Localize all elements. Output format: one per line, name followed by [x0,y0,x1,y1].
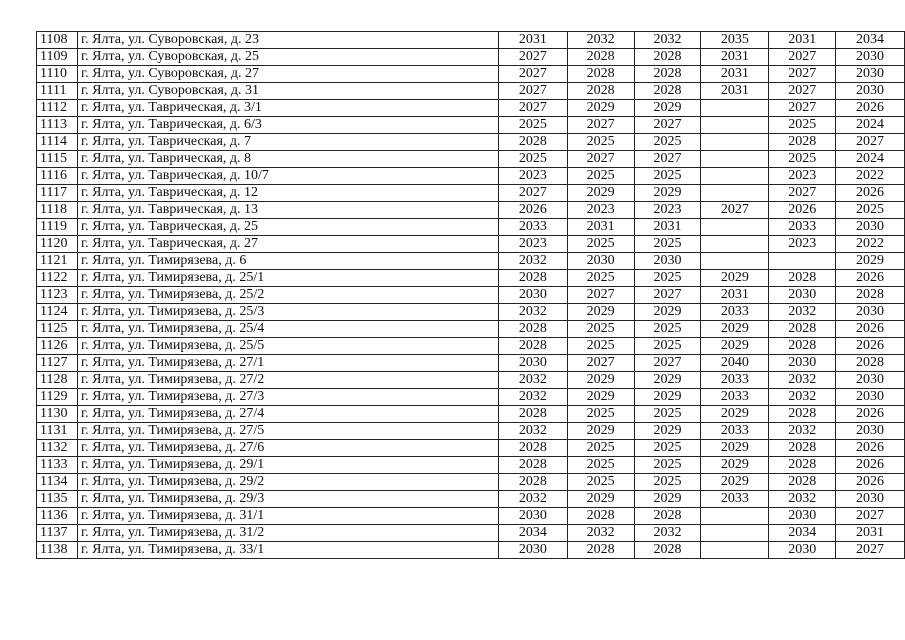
year-cell-1: 2027 [498,66,567,83]
year-cell-4: 2029 [701,474,769,491]
address-cell: г. Ялта, ул. Тимирязева, д. 27/1 [77,355,498,372]
year-cell-6: 2024 [836,117,905,134]
year-cell-4 [701,508,769,525]
year-cell-5: 2028 [769,321,836,338]
year-cell-1: 2028 [498,321,567,338]
year-cell-6: 2022 [836,236,905,253]
year-cell-3: 2025 [634,236,701,253]
year-cell-1: 2032 [498,491,567,508]
year-cell-5: 2027 [769,185,836,202]
year-cell-2: 2027 [567,355,634,372]
year-cell-5: 2023 [769,236,836,253]
table-row [37,270,905,287]
row-number: 1132 [37,440,78,457]
row-number: 1117 [37,185,78,202]
year-cell-1: 2027 [498,83,567,100]
address-cell: г. Ялта, ул. Тимирязева, д. 31/2 [77,525,498,542]
table-row [37,406,905,423]
table-row [37,389,905,406]
year-cell-1: 2030 [498,287,567,304]
year-cell-5: 2028 [769,440,836,457]
table-row [37,304,905,321]
year-cell-3: 2029 [634,100,701,117]
year-cell-5: 2032 [769,389,836,406]
year-cell-2: 2025 [567,338,634,355]
table-row [37,66,905,83]
year-cell-2: 2023 [567,202,634,219]
year-cell-3: 2031 [634,219,701,236]
year-cell-2: 2028 [567,542,634,559]
address-cell: г. Ялта, ул. Тимирязева, д. 6 [77,253,498,270]
year-cell-6: 2030 [836,491,905,508]
year-cell-1: 2027 [498,49,567,66]
table-row [37,117,905,134]
year-cell-2: 2029 [567,372,634,389]
year-cell-1: 2034 [498,525,567,542]
year-cell-1: 2027 [498,100,567,117]
year-cell-5: 2028 [769,338,836,355]
table-row [37,134,905,151]
table-row [37,202,905,219]
year-cell-4 [701,525,769,542]
row-number: 1137 [37,525,78,542]
year-cell-2: 2028 [567,83,634,100]
year-cell-2: 2029 [567,185,634,202]
year-cell-6: 2027 [836,134,905,151]
table-row [37,49,905,66]
year-cell-2: 2028 [567,49,634,66]
year-cell-1: 2032 [498,372,567,389]
year-cell-6: 2026 [836,338,905,355]
table-row [37,168,905,185]
year-cell-6: 2030 [836,66,905,83]
year-cell-6: 2030 [836,372,905,389]
year-cell-1: 2028 [498,338,567,355]
table-row [37,355,905,372]
year-cell-6: 2026 [836,321,905,338]
address-cell: г. Ялта, ул. Таврическая, д. 13 [77,202,498,219]
address-cell: г. Ялта, ул. Тимирязева, д. 31/1 [77,508,498,525]
year-cell-2: 2025 [567,321,634,338]
year-cell-4: 2033 [701,389,769,406]
table-body [37,32,905,559]
year-cell-5 [769,253,836,270]
year-cell-1: 2030 [498,508,567,525]
year-cell-1: 2033 [498,219,567,236]
year-cell-3: 2023 [634,202,701,219]
table-row [37,219,905,236]
year-cell-3: 2029 [634,185,701,202]
address-cell: г. Ялта, ул. Тимирязева, д. 27/2 [77,372,498,389]
row-number: 1127 [37,355,78,372]
address-cell: г. Ялта, ул. Таврическая, д. 10/7 [77,168,498,185]
row-number: 1126 [37,338,78,355]
year-cell-4: 2029 [701,457,769,474]
housing-schedule-table [36,31,905,559]
year-cell-4: 2033 [701,423,769,440]
year-cell-5: 2030 [769,287,836,304]
row-number: 1116 [37,168,78,185]
year-cell-1: 2025 [498,117,567,134]
year-cell-2: 2025 [567,270,634,287]
year-cell-2: 2025 [567,440,634,457]
year-cell-3: 2029 [634,491,701,508]
year-cell-2: 2032 [567,525,634,542]
year-cell-3: 2029 [634,423,701,440]
year-cell-1: 2028 [498,440,567,457]
year-cell-5: 2023 [769,168,836,185]
year-cell-5: 2033 [769,219,836,236]
table-row [37,525,905,542]
year-cell-1: 2030 [498,355,567,372]
year-cell-4: 2027 [701,202,769,219]
year-cell-2: 2025 [567,406,634,423]
year-cell-6: 2027 [836,542,905,559]
year-cell-1: 2031 [498,32,567,49]
table-row [37,83,905,100]
year-cell-5: 2032 [769,304,836,321]
row-number: 1109 [37,49,78,66]
year-cell-3: 2027 [634,355,701,372]
year-cell-4: 2029 [701,338,769,355]
year-cell-5: 2027 [769,66,836,83]
row-number: 1136 [37,508,78,525]
year-cell-5: 2032 [769,372,836,389]
year-cell-2: 2031 [567,219,634,236]
year-cell-1: 2030 [498,542,567,559]
year-cell-1: 2027 [498,185,567,202]
year-cell-3: 2025 [634,134,701,151]
row-number: 1112 [37,100,78,117]
table-row [37,372,905,389]
year-cell-3: 2025 [634,406,701,423]
table-row [37,508,905,525]
year-cell-2: 2029 [567,423,634,440]
year-cell-5: 2028 [769,270,836,287]
address-cell: г. Ялта, ул. Суворовская, д. 27 [77,66,498,83]
address-cell: г. Ялта, ул. Суворовская, д. 23 [77,32,498,49]
year-cell-3: 2028 [634,49,701,66]
address-cell: г. Ялта, ул. Суворовская, д. 31 [77,83,498,100]
year-cell-5: 2030 [769,355,836,372]
year-cell-2: 2025 [567,474,634,491]
row-number: 1131 [37,423,78,440]
year-cell-6: 2022 [836,168,905,185]
row-number: 1108 [37,32,78,49]
year-cell-5: 2031 [769,32,836,49]
year-cell-3: 2032 [634,525,701,542]
row-number: 1114 [37,134,78,151]
address-cell: г. Ялта, ул. Тимирязева, д. 27/4 [77,406,498,423]
table-row [37,542,905,559]
year-cell-3: 2027 [634,151,701,168]
table-row [37,32,905,49]
year-cell-1: 2032 [498,423,567,440]
year-cell-4: 2031 [701,66,769,83]
year-cell-4 [701,100,769,117]
year-cell-2: 2025 [567,168,634,185]
year-cell-2: 2029 [567,304,634,321]
year-cell-6: 2034 [836,32,905,49]
address-cell: г. Ялта, ул. Таврическая, д. 12 [77,185,498,202]
address-cell: г. Ялта, ул. Тимирязева, д. 29/2 [77,474,498,491]
year-cell-6: 2026 [836,457,905,474]
row-number: 1133 [37,457,78,474]
address-cell: г. Ялта, ул. Суворовская, д. 25 [77,49,498,66]
row-number: 1121 [37,253,78,270]
year-cell-2: 2025 [567,134,634,151]
year-cell-2: 2030 [567,253,634,270]
year-cell-4 [701,542,769,559]
table-row [37,185,905,202]
year-cell-2: 2028 [567,508,634,525]
year-cell-4: 2029 [701,270,769,287]
address-cell: г. Ялта, ул. Таврическая, д. 6/3 [77,117,498,134]
year-cell-3: 2025 [634,474,701,491]
table-row [37,440,905,457]
year-cell-3: 2025 [634,338,701,355]
row-number: 1125 [37,321,78,338]
year-cell-1: 2028 [498,406,567,423]
row-number: 1130 [37,406,78,423]
year-cell-4: 2031 [701,287,769,304]
address-cell: г. Ялта, ул. Тимирязева, д. 25/2 [77,287,498,304]
address-cell: г. Ялта, ул. Тимирязева, д. 25/5 [77,338,498,355]
year-cell-2: 2027 [567,151,634,168]
year-cell-4 [701,219,769,236]
year-cell-4: 2031 [701,83,769,100]
year-cell-3: 2025 [634,168,701,185]
year-cell-6: 2031 [836,525,905,542]
year-cell-5: 2027 [769,49,836,66]
year-cell-5: 2030 [769,508,836,525]
year-cell-3: 2029 [634,389,701,406]
row-number: 1118 [37,202,78,219]
row-number: 1110 [37,66,78,83]
year-cell-5: 2025 [769,117,836,134]
year-cell-4 [701,117,769,134]
row-number: 1134 [37,474,78,491]
year-cell-4: 2033 [701,304,769,321]
year-cell-3: 2028 [634,83,701,100]
table-row [37,100,905,117]
year-cell-4: 2029 [701,406,769,423]
year-cell-6: 2030 [836,83,905,100]
year-cell-6: 2026 [836,406,905,423]
year-cell-4: 2033 [701,372,769,389]
year-cell-2: 2027 [567,287,634,304]
year-cell-1: 2028 [498,474,567,491]
row-number: 1135 [37,491,78,508]
year-cell-3: 2032 [634,32,701,49]
table-row [37,457,905,474]
year-cell-6: 2028 [836,355,905,372]
address-cell: г. Ялта, ул. Тимирязева, д. 27/6 [77,440,498,457]
table-row [37,287,905,304]
year-cell-3: 2025 [634,270,701,287]
table-row [37,253,905,270]
table-row [37,338,905,355]
year-cell-2: 2029 [567,100,634,117]
address-cell: г. Ялта, ул. Тимирязева, д. 27/5 [77,423,498,440]
address-cell: г. Ялта, ул. Тимирязева, д. 29/3 [77,491,498,508]
year-cell-1: 2032 [498,389,567,406]
year-cell-3: 2025 [634,440,701,457]
year-cell-6: 2026 [836,185,905,202]
address-cell: г. Ялта, ул. Тимирязева, д. 27/3 [77,389,498,406]
table-row [37,474,905,491]
year-cell-3: 2028 [634,66,701,83]
year-cell-2: 2025 [567,457,634,474]
address-cell: г. Ялта, ул. Таврическая, д. 7 [77,134,498,151]
year-cell-4 [701,253,769,270]
table-row [37,423,905,440]
address-cell: г. Ялта, ул. Таврическая, д. 3/1 [77,100,498,117]
row-number: 1120 [37,236,78,253]
year-cell-6: 2026 [836,474,905,491]
year-cell-4: 2035 [701,32,769,49]
year-cell-3: 2027 [634,117,701,134]
year-cell-1: 2023 [498,168,567,185]
year-cell-3: 2025 [634,457,701,474]
year-cell-2: 2028 [567,66,634,83]
year-cell-3: 2025 [634,321,701,338]
year-cell-6: 2030 [836,389,905,406]
year-cell-2: 2032 [567,32,634,49]
row-number: 1138 [37,542,78,559]
row-number: 1129 [37,389,78,406]
year-cell-4 [701,151,769,168]
row-number: 1128 [37,372,78,389]
year-cell-3: 2027 [634,287,701,304]
table-row [37,321,905,338]
year-cell-6: 2030 [836,423,905,440]
year-cell-6: 2026 [836,100,905,117]
year-cell-3: 2029 [634,304,701,321]
year-cell-5: 2027 [769,83,836,100]
year-cell-3: 2028 [634,508,701,525]
address-cell: г. Ялта, ул. Тимирязева, д. 29/1 [77,457,498,474]
year-cell-4 [701,168,769,185]
year-cell-6: 2029 [836,253,905,270]
year-cell-4: 2040 [701,355,769,372]
year-cell-6: 2027 [836,508,905,525]
address-cell: г. Ялта, ул. Таврическая, д. 27 [77,236,498,253]
year-cell-6: 2026 [836,270,905,287]
year-cell-1: 2032 [498,253,567,270]
year-cell-6: 2030 [836,304,905,321]
year-cell-1: 2028 [498,134,567,151]
year-cell-5: 2032 [769,423,836,440]
year-cell-2: 2025 [567,236,634,253]
year-cell-6: 2030 [836,219,905,236]
year-cell-2: 2027 [567,117,634,134]
row-number: 1111 [37,83,78,100]
year-cell-1: 2028 [498,270,567,287]
year-cell-3: 2030 [634,253,701,270]
year-cell-6: 2026 [836,440,905,457]
table-row [37,151,905,168]
year-cell-3: 2029 [634,372,701,389]
table-row [37,236,905,253]
year-cell-4 [701,134,769,151]
row-number: 1124 [37,304,78,321]
year-cell-2: 2029 [567,491,634,508]
year-cell-4: 2029 [701,321,769,338]
year-cell-5: 2025 [769,151,836,168]
year-cell-4 [701,236,769,253]
year-cell-2: 2029 [567,389,634,406]
row-number: 1115 [37,151,78,168]
address-cell: г. Ялта, ул. Таврическая, д. 25 [77,219,498,236]
year-cell-3: 2028 [634,542,701,559]
year-cell-1: 2023 [498,236,567,253]
year-cell-5: 2028 [769,457,836,474]
row-number: 1119 [37,219,78,236]
year-cell-4 [701,185,769,202]
row-number: 1113 [37,117,78,134]
year-cell-4: 2031 [701,49,769,66]
year-cell-5: 2030 [769,542,836,559]
year-cell-6: 2030 [836,49,905,66]
address-cell: г. Ялта, ул. Тимирязева, д. 25/1 [77,270,498,287]
year-cell-6: 2024 [836,151,905,168]
year-cell-5: 2026 [769,202,836,219]
year-cell-1: 2025 [498,151,567,168]
year-cell-4: 2029 [701,440,769,457]
table-row [37,491,905,508]
row-number: 1122 [37,270,78,287]
year-cell-6: 2028 [836,287,905,304]
year-cell-5: 2027 [769,100,836,117]
year-cell-5: 2028 [769,406,836,423]
address-cell: г. Ялта, ул. Тимирязева, д. 25/3 [77,304,498,321]
address-cell: г. Ялта, ул. Тимирязева, д. 25/4 [77,321,498,338]
year-cell-5: 2032 [769,491,836,508]
address-cell: г. Ялта, ул. Тимирязева, д. 33/1 [77,542,498,559]
year-cell-6: 2025 [836,202,905,219]
year-cell-5: 2028 [769,474,836,491]
year-cell-5: 2028 [769,134,836,151]
year-cell-1: 2028 [498,457,567,474]
year-cell-5: 2034 [769,525,836,542]
year-cell-1: 2032 [498,304,567,321]
year-cell-4: 2033 [701,491,769,508]
address-cell: г. Ялта, ул. Таврическая, д. 8 [77,151,498,168]
row-number: 1123 [37,287,78,304]
year-cell-1: 2026 [498,202,567,219]
